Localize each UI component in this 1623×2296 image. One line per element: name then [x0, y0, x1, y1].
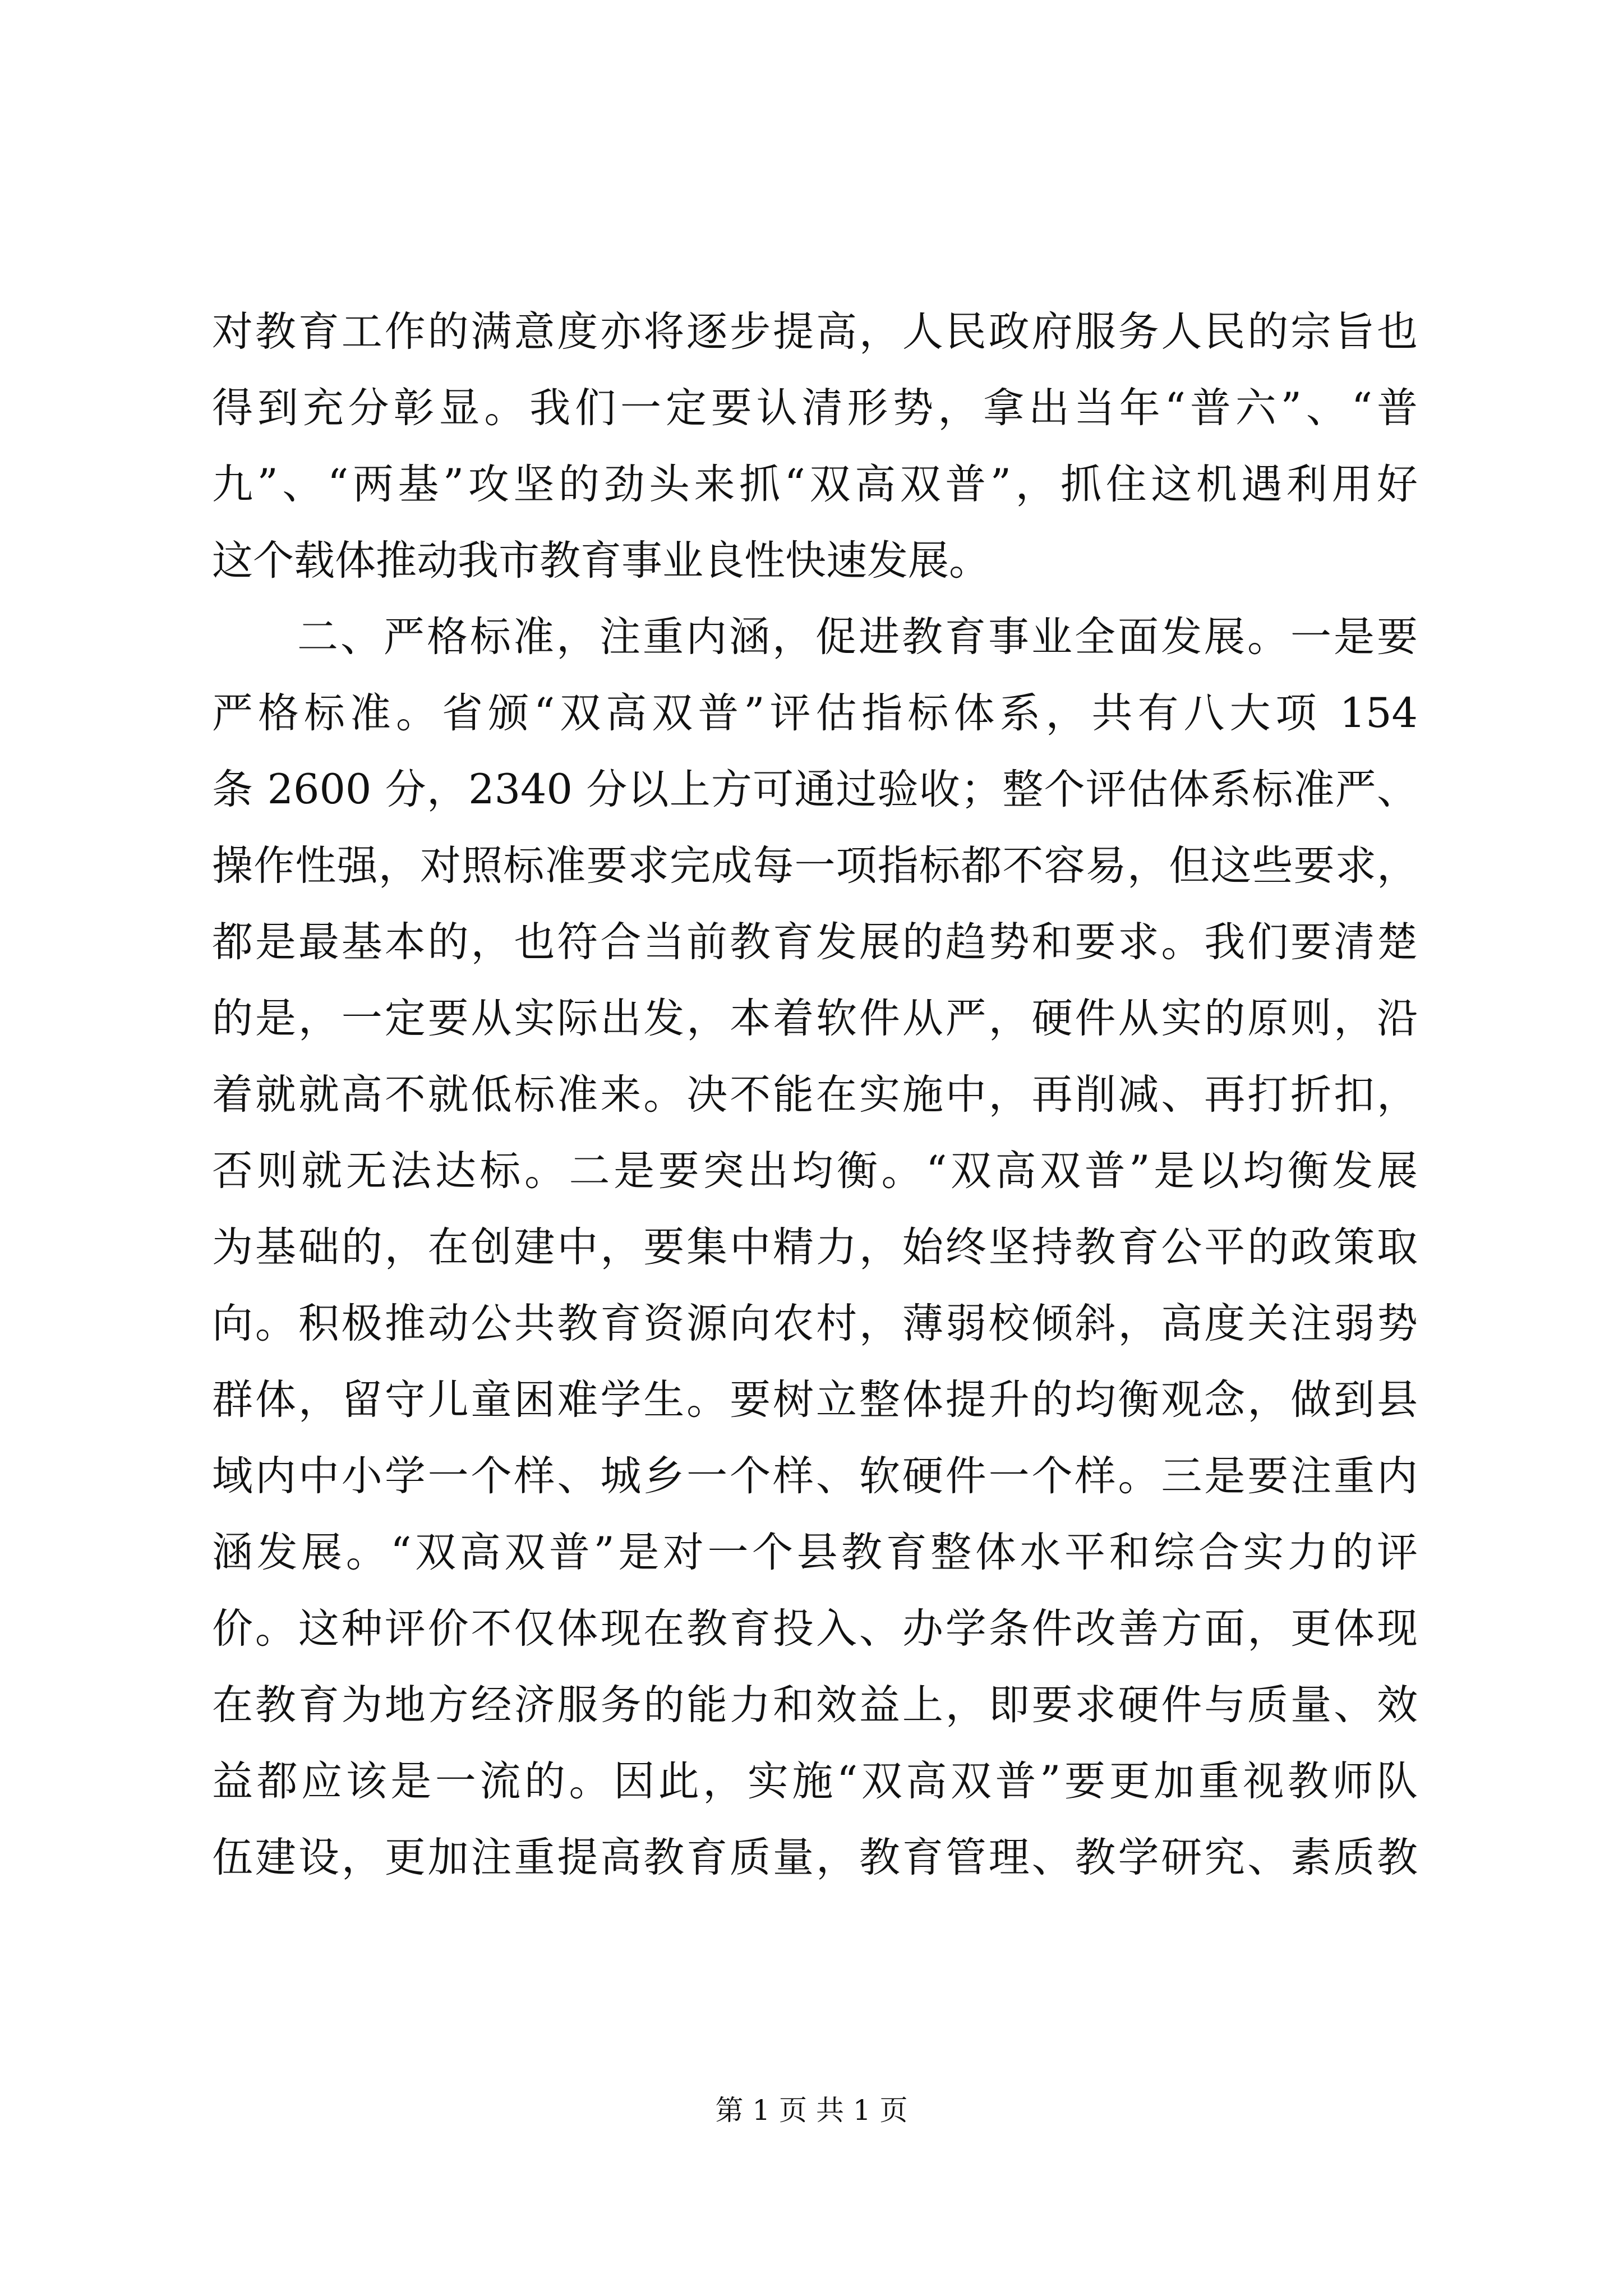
paragraph-2-line-13: 涵发展。“双高双普”是对一个县教育整体水平和综合实力的评: [212, 1529, 1418, 1576]
paragraph-2-line-5: 都是最基本的，也符合当前教育发展的趋势和要求。我们要清楚: [212, 918, 1418, 966]
paragraph-2-line-4: 操作性强，对照标准要求完成每一项指标都不容易，但这些要求，: [212, 842, 1418, 890]
paragraph-2-line-9: 为基础的，在创建中，要集中精力，始终坚持教育公平的政策取: [212, 1223, 1418, 1271]
page-number-footer: 第 1 页 共 1 页: [715, 2094, 908, 2127]
paragraph-2-line-8: 否则就无法达标。二是要突出均衡。“双高双普”是以均衡发展: [212, 1147, 1418, 1195]
paragraph-2-line-7: 着就就高不就低标准来。决不能在实施中，再削减、再打折扣，: [212, 1071, 1418, 1119]
paragraph-2-line-10: 向。积极推动公共教育资源向农村，薄弱校倾斜，高度关注弱势: [212, 1300, 1418, 1347]
paragraph-2-line-6: 的是，一定要从实际出发，本着软件从严，硬件从实的原则，沿: [212, 995, 1418, 1042]
paragraph-2-line-14: 价。这种评价不仅体现在教育投入、办学条件改善方面，更体现: [212, 1605, 1418, 1653]
paragraph-2-line-16: 益都应该是一流的。因此，实施“双高双普”要更加重视教师队: [212, 1757, 1418, 1805]
paragraph-2-line-15: 在教育为地方经济服务的能力和效益上，即要求硬件与质量、效: [212, 1681, 1418, 1729]
paragraph-2-line-17: 伍建设，更加注重提高教育质量，教育管理、教学研究、素质教: [212, 1834, 1418, 1881]
paragraph-1-line-2: 得到充分彰显。我们一定要认清形势，拿出当年“普六”、“普: [212, 384, 1418, 432]
paragraph-2-line-3: 条 2600 分，2340 分以上方可通过验收；整个评估体系标准严、: [212, 766, 1418, 813]
paragraph-2-line-2: 严格标准。省颁“双高双普”评估指标体系，共有八大项 154: [212, 689, 1418, 737]
paragraph-2-line-12: 域内中小学一个样、城乡一个样、软硬件一个样。三是要注重内: [212, 1452, 1418, 1500]
paragraph-1-line-4: 这个载体推动我市教育事业良性快速发展。: [212, 537, 990, 585]
paragraph-1-line-3: 九”、“两基”攻坚的劲头来抓“双高双普”，抓住这机遇利用好: [212, 461, 1418, 508]
paragraph-1-line-1: 对教育工作的满意度亦将逐步提高，人民政府服务人民的宗旨也: [212, 308, 1418, 356]
paragraph-2-line-11: 群体，留守儿童困难学生。要树立整体提升的均衡观念，做到县: [212, 1376, 1418, 1424]
paragraph-2-line-1: 二、严格标准，注重内涵，促进教育事业全面发展。一是要: [297, 613, 1418, 661]
